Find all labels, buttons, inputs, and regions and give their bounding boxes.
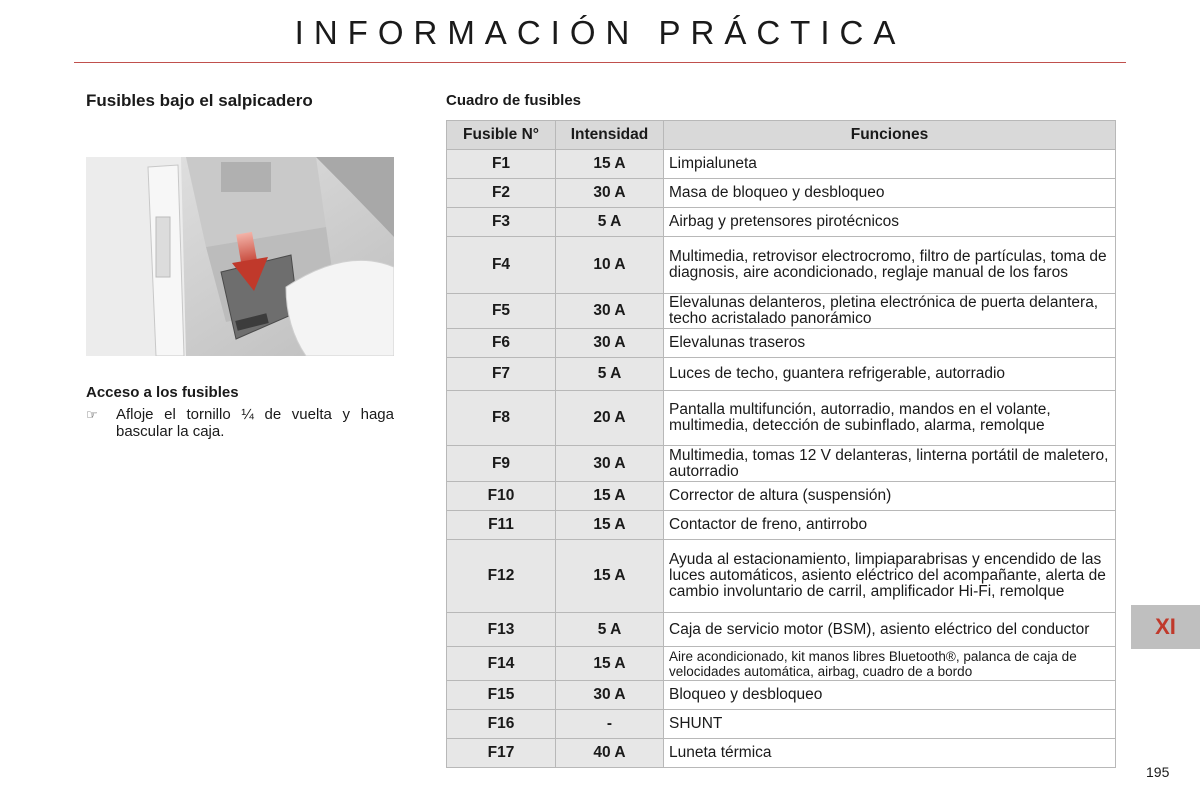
fuse-number: F8 <box>447 391 556 446</box>
fuse-intensity: 15 A <box>556 511 664 540</box>
fuse-intensity: 20 A <box>556 391 664 446</box>
fuse-number: F17 <box>447 739 556 768</box>
table-row <box>447 446 1116 482</box>
table-row <box>447 237 1116 294</box>
fuse-number: F7 <box>447 358 556 391</box>
fuse-number: F14 <box>447 647 556 681</box>
table-row <box>447 647 1116 681</box>
fuse-intensity: 30 A <box>556 294 664 329</box>
fuse-intensity: 15 A <box>556 647 664 681</box>
fuse-intensity: 5 A <box>556 208 664 237</box>
fuse-function: Luces de techo, guantera refrigerable, autorradio <box>664 358 1116 391</box>
chapter-tab: XI <box>1131 605 1200 649</box>
fuse-intensity: 5 A <box>556 613 664 647</box>
fuse-function: Elevalunas traseros <box>664 329 1116 358</box>
fuse-function: Pantalla multifunción, autorradio, mandos en el volante, multimedia, detección de subinflado, alarma, remolque <box>664 391 1116 446</box>
fuse-number: F1 <box>447 150 556 179</box>
fuse-number: F9 <box>447 446 556 482</box>
fuse-number: F6 <box>447 329 556 358</box>
fuse-function: Multimedia, retrovisor electrocromo, filtro de partículas, toma de diagnosis, aire acondicionado, reglaje manual de los faros <box>664 237 1116 294</box>
page-title: INFORMACIÓN PRÁCTICA <box>294 14 906 51</box>
section-heading: Fusibles bajo el salpicadero <box>86 91 313 110</box>
column-header-intensity: Intensidad <box>556 121 664 150</box>
fuse-number: F5 <box>447 294 556 329</box>
fuse-function: Multimedia, tomas 12 V delanteras, linterna portátil de maletero, autorradio <box>664 446 1116 482</box>
fuse-function: SHUNT <box>664 710 1116 739</box>
dashboard-fuse-box-photo <box>86 157 394 356</box>
table-row <box>447 150 1116 179</box>
fuse-number: F13 <box>447 613 556 647</box>
fuse-intensity: 40 A <box>556 739 664 768</box>
fuse-intensity: 15 A <box>556 540 664 613</box>
table-caption: Cuadro de fusibles <box>446 92 582 109</box>
table-row <box>447 613 1116 647</box>
fuse-table <box>446 120 1116 768</box>
fuse-function: Caja de servicio motor (BSM), asiento eléctrico del conductor <box>664 613 1116 647</box>
table-row <box>447 540 1116 613</box>
fuse-function: Elevalunas delanteros, pletina electrónica de puerta delantera, techo acristalado panorámico <box>664 294 1116 329</box>
access-instruction <box>86 406 394 440</box>
fuse-number: F3 <box>447 208 556 237</box>
fuse-intensity: 30 A <box>556 681 664 710</box>
table-header-row <box>447 121 1116 150</box>
table-row <box>447 739 1116 768</box>
fuse-intensity: 30 A <box>556 179 664 208</box>
fuse-function: Luneta térmica <box>664 739 1116 768</box>
fuse-function: Airbag y pretensores pirotécnicos <box>664 208 1116 237</box>
page-number: 195 <box>1146 764 1170 780</box>
fuse-function: Ayuda al estacionamiento, limpiaparabrisas y encendido de las luces automáticos, asiento eléctrico del acompañante, alerta de cambio involuntario de carril, amplificador Hi-Fi, remolque <box>664 540 1116 613</box>
fuse-intensity: 10 A <box>556 237 664 294</box>
fuse-intensity: 15 A <box>556 482 664 511</box>
fuse-intensity: 30 A <box>556 329 664 358</box>
fuse-number: F12 <box>447 540 556 613</box>
fuse-intensity: 5 A <box>556 358 664 391</box>
fuse-intensity: - <box>556 710 664 739</box>
fuse-number: F15 <box>447 681 556 710</box>
access-instruction-text: Afloje el tornillo ¼ de vuelta y haga bascular la caja. <box>116 406 394 440</box>
table-row <box>447 511 1116 540</box>
table-row <box>447 681 1116 710</box>
table-row <box>447 391 1116 446</box>
title-divider <box>74 62 1126 63</box>
fuse-function: Contactor de freno, antirrobo <box>664 511 1116 540</box>
fuse-function: Corrector de altura (suspensión) <box>664 482 1116 511</box>
fuse-intensity: 15 A <box>556 150 664 179</box>
table-row <box>447 294 1116 329</box>
fuse-function: Aire acondicionado, kit manos libres Bluetooth®, palanca de caja de velocidades automática, airbag, cuadro de a bordo <box>664 647 1116 681</box>
table-row <box>447 358 1116 391</box>
fuse-number: F2 <box>447 179 556 208</box>
table-row <box>447 208 1116 237</box>
fuse-number: F10 <box>447 482 556 511</box>
fuse-number: F16 <box>447 710 556 739</box>
table-row <box>447 329 1116 358</box>
access-heading: Acceso a los fusibles <box>86 384 239 401</box>
table-row <box>447 179 1116 208</box>
column-header-fuse: Fusible N° <box>447 121 556 150</box>
fuse-number: F4 <box>447 237 556 294</box>
fuse-function: Limpialuneta <box>664 150 1116 179</box>
fuse-function: Bloqueo y desbloqueo <box>664 681 1116 710</box>
table-row <box>447 710 1116 739</box>
hand-pointer-icon: ☞ <box>86 407 98 422</box>
fuse-number: F11 <box>447 511 556 540</box>
fuse-function: Masa de bloqueo y desbloqueo <box>664 179 1116 208</box>
column-header-functions: Funciones <box>664 121 1116 150</box>
table-row <box>447 482 1116 511</box>
fuse-intensity: 30 A <box>556 446 664 482</box>
